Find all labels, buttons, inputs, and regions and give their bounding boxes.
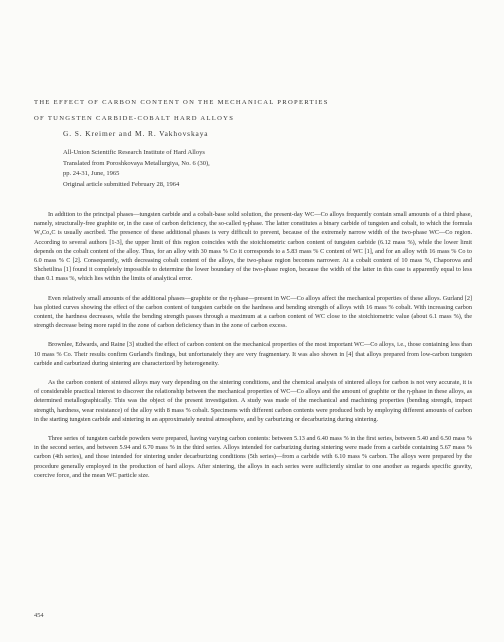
body-paragraph: Brownlee, Edwards, and Raine [3] studied the effect of carbon content on the mechanical properties of the most important WC—Co alloys, i.e., those containing less than 10 mass % Co. Their results confirm Gurland's findings, but unfortunately they are very fragmentary. It was also shown in [4] that alloys prepared from low-carbon tungsten carbide and carburized during sintering are characterized by heterogeneity. <box>34 341 472 367</box>
page-number: 454 <box>34 612 44 619</box>
article-body <box>34 210 472 490</box>
affiliation-line: Original article submitted February 28, 1964 <box>63 180 180 188</box>
body-paragraph: Three series of tungsten carbide powders were prepared, having varying carbon contents: between 5.13 and 6.40 mass % in the first series, between 5.40 and 6.50 mass % in the second series, and between 5.94 and 6.70 mass % in the third series. Alloys intended for carburizing during sintering were made from a carbide containing 5.67 mass % carbon (4th series), and those intended for sintering under decarburizing conditions (5th series)—from a carbide with 6.10 mass % carbon. The alloys were prepared by the procedure generally employed in the production of hard alloys. After sintering, the alloys in each series were sufficiently similar to one another as regards specific gravity, coercive force, and the mean WC particle size. <box>34 435 472 479</box>
authors: G. S. Kreimer and M. R. Vakhovskaya <box>63 129 209 138</box>
affiliation-line: All-Union Scientific Research Institute of Hard Alloys <box>63 149 205 156</box>
body-paragraph: Even relatively small amounts of the additional phases—graphite or the η-phase—present in WC—Co alloys affect the mechanical properties of these alloys. Gurland [2] has plotted curves showing the effect of the carbon content of tungsten carbide on the hardness and bending strength of alloys with 16 mass % cobalt. With increasing carbon content, the hardness decreases, while the bending strength passes through a maximum at a carbon content of WC close to the stoichiometric value (about 6.1 mass %), the strength decrease being more rapid in the zone of carbon deficiency than in the zone of carbon excess. <box>34 294 472 330</box>
article-title <box>34 95 474 127</box>
title-line-1: THE EFFECT OF CARBON CONTENT ON THE MECHANICAL PROPERTIES <box>34 99 329 106</box>
body-paragraph: In addition to the principal phases—tungsten carbide and a cobalt-base solid solution, the present-day WC—Co alloys frequently contain small amounts of a third phase, namely, structurally-free graphite or, in the case of carbon deficiency, the so-called η-phase. The latter constitutes a binary carbide of tungsten and cobalt, to which the formula W₃Co₃C is usually ascribed. The presence of these additional phases is very difficult to prevent, because of the extremely narrow width of the two-phase WC—Co region. According to several authors [1-3], the upper limit of this region coincides with the stoichiometric carbon content of tungsten carbide (6.12 mass %), while the lower limit depends on the cobalt content of the alloy. Thus, for an alloy with 30 mass % Co it corresponds to a 5.83 mass % C content of WC [1], and for an alloy with 16 mass % Co to 6.0 mass % C [2]. Consequently, with decreasing cobalt content of the alloys, the two-phase region becomes narrower. At a cobalt content of 10 mass %, Chaporova and Shchetilina [1] found it completely impossible to determine the lower boundary of the two-phase region, because the width of the latter in this case is apparently equal to less than 0.1 mass %, which lies within the limits of analytical error. <box>34 211 472 283</box>
affiliation-line: Translated from Poroshkovaya Metallurgiya, No. 6 (30), <box>63 159 210 167</box>
affiliation-line: pp. 24-31, June, 1965 <box>63 170 120 177</box>
affiliation-block <box>63 148 463 190</box>
title-line-2: OF TUNGSTEN CARBIDE-COBALT HARD ALLOYS <box>34 115 235 122</box>
body-paragraph: As the carbon content of sintered alloys may vary depending on the sintering conditions, and the chemical analysis of sintered alloys for carbon is not very accurate, it is of considerable practical interest to discover the relationship between the mechanical properties of WC—Co alloys and the amount of graphite or the η-phase in these alloys, as determined metallographically. This was the object of the present investigation. A study was made of the mechanical and machining properties (bending strength, impact strength, hardness, wear resistance) of the alloy with 8 mass % cobalt. Specimens with different carbon contents were produced both by employing different amounts of carbon in the starting tungsten carbide and sintering in an approximately neutral atmosphere, and by carburizing or decarburizing during sintering. <box>34 379 472 423</box>
